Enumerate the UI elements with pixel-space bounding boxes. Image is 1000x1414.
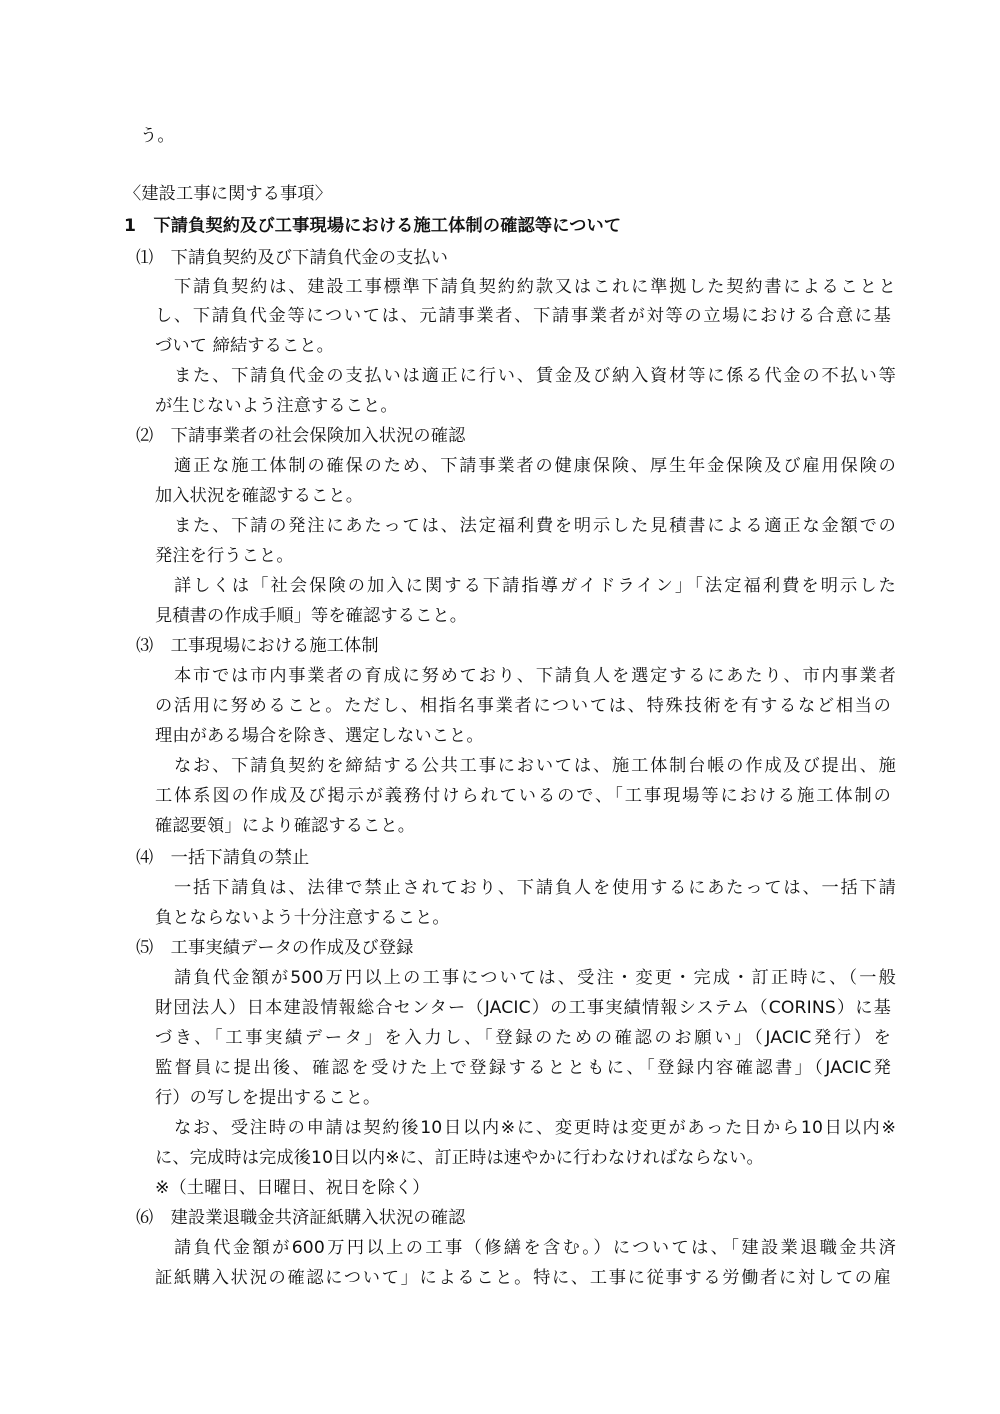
note-excluding-holidays: ※（土曜日、日曜日、祝日を除く） (155, 1178, 430, 1198)
paragraph-line: また、下請の発注にあたっては、法定福利費を明示した見積書による適正な金額での (174, 516, 896, 536)
paragraph-line: 下請負契約は、建設工事標準下請負契約約款又はこれに準拠した契約書によることと (174, 277, 896, 297)
subheading-3: ⑶ 工事現場における施工体制 (136, 636, 379, 656)
section-heading-construction: 〈建設工事に関する事項〉 (124, 184, 333, 204)
subheading-5: ⑸ 工事実績データの作成及び登録 (136, 938, 414, 958)
paragraph-line: 行）の写しを提出すること。 (155, 1088, 381, 1108)
paragraph-line: 本市では市内事業者の育成に努めており、下請負人を選定するにあたり、市内事業者 (174, 666, 896, 686)
paragraph-line: 見積書の作成手順」等を確認すること。 (155, 606, 468, 626)
paragraph-line: づいて 締結すること。 (155, 336, 334, 356)
paragraph-line: 詳しくは「社会保険の加入に関する下請指導ガイドライン」「法定福利費を明示した (174, 576, 896, 596)
paragraph-line: また、下請負代金の支払いは適正に行い、賃金及び納入資材等に係る代金の不払い等 (174, 366, 896, 386)
paragraph-line: 適正な施工体制の確保のため、下請事業者の健康保険、厚生年金保険及び雇用保険の (174, 456, 896, 476)
paragraph-line: 負とならないよう十分注意すること。 (155, 908, 450, 928)
paragraph-line: づき、「工事実績データ」を入力し、「登録のための確認のお願い」（JACIC発行）を (155, 1028, 891, 1048)
subheading-2: ⑵ 下請事業者の社会保険加入状況の確認 (136, 426, 466, 446)
paragraph-line: 理由がある場合を除き、選定しないこと。 (155, 726, 484, 746)
paragraph-line: に、完成時は完成後10日以内※に、訂正時は速やかに行わなければならない。 (155, 1148, 764, 1168)
paragraph-line: 一括下請負は、法律で禁止されており、下請負人を使用するにあたっては、一括下請 (174, 878, 896, 898)
paragraph-line: が生じないよう注意すること。 (155, 396, 398, 416)
text-line-continuation: う。 (140, 126, 175, 146)
paragraph-line: し、下請負代金等については、元請事業者、下請事業者が対等の立場における合意に基 (155, 306, 891, 326)
paragraph-line: なお、受注時の申請は契約後10日以内※に、変更時は変更があった日から10日以内※ (174, 1118, 896, 1138)
paragraph-line: 財団法人）日本建設情報総合センター（JACIC）の工事実績情報システム（CORINS）に基 (155, 998, 891, 1018)
subheading-6: ⑹ 建設業退職金共済証紙購入状況の確認 (136, 1208, 466, 1228)
subheading-4: ⑷ 一括下請負の禁止 (136, 848, 310, 868)
paragraph-line: 証紙購入状況の確認について」によること。特に、工事に従事する労働者に対しての雇 (155, 1268, 891, 1288)
subheading-1: ⑴ 下請負契約及び下請負代金の支払い (136, 248, 449, 268)
paragraph-line: 加入状況を確認すること。 (155, 486, 364, 506)
paragraph-line: 確認要領」により確認すること。 (155, 816, 416, 836)
paragraph-line: 請負代金額が600万円以上の工事（修繕を含む。）については、「建設業退職金共済 (174, 1238, 896, 1258)
paragraph-line: 発注を行うこと。 (155, 546, 294, 566)
paragraph-line: の活用に努めること。ただし、相指名事業者については、特殊技術を有するなど相当の (155, 696, 891, 716)
paragraph-line: 請負代金額が500万円以上の工事については、受注・変更・完成・訂正時に、（一般 (174, 968, 896, 988)
paragraph-line: 監督員に提出後、確認を受けた上で登録するとともに、「登録内容確認書」（JACIC発 (155, 1058, 891, 1078)
paragraph-line: なお、下請負契約を締結する公共工事においては、施工体制台帳の作成及び提出、施 (174, 756, 896, 776)
heading-1-subcontracting: 1 下請負契約及び工事現場における施工体制の確認等について (124, 216, 622, 236)
paragraph-line: 工体系図の作成及び掲示が義務付けられているので、「工事現場等における施工体制の (155, 786, 891, 806)
